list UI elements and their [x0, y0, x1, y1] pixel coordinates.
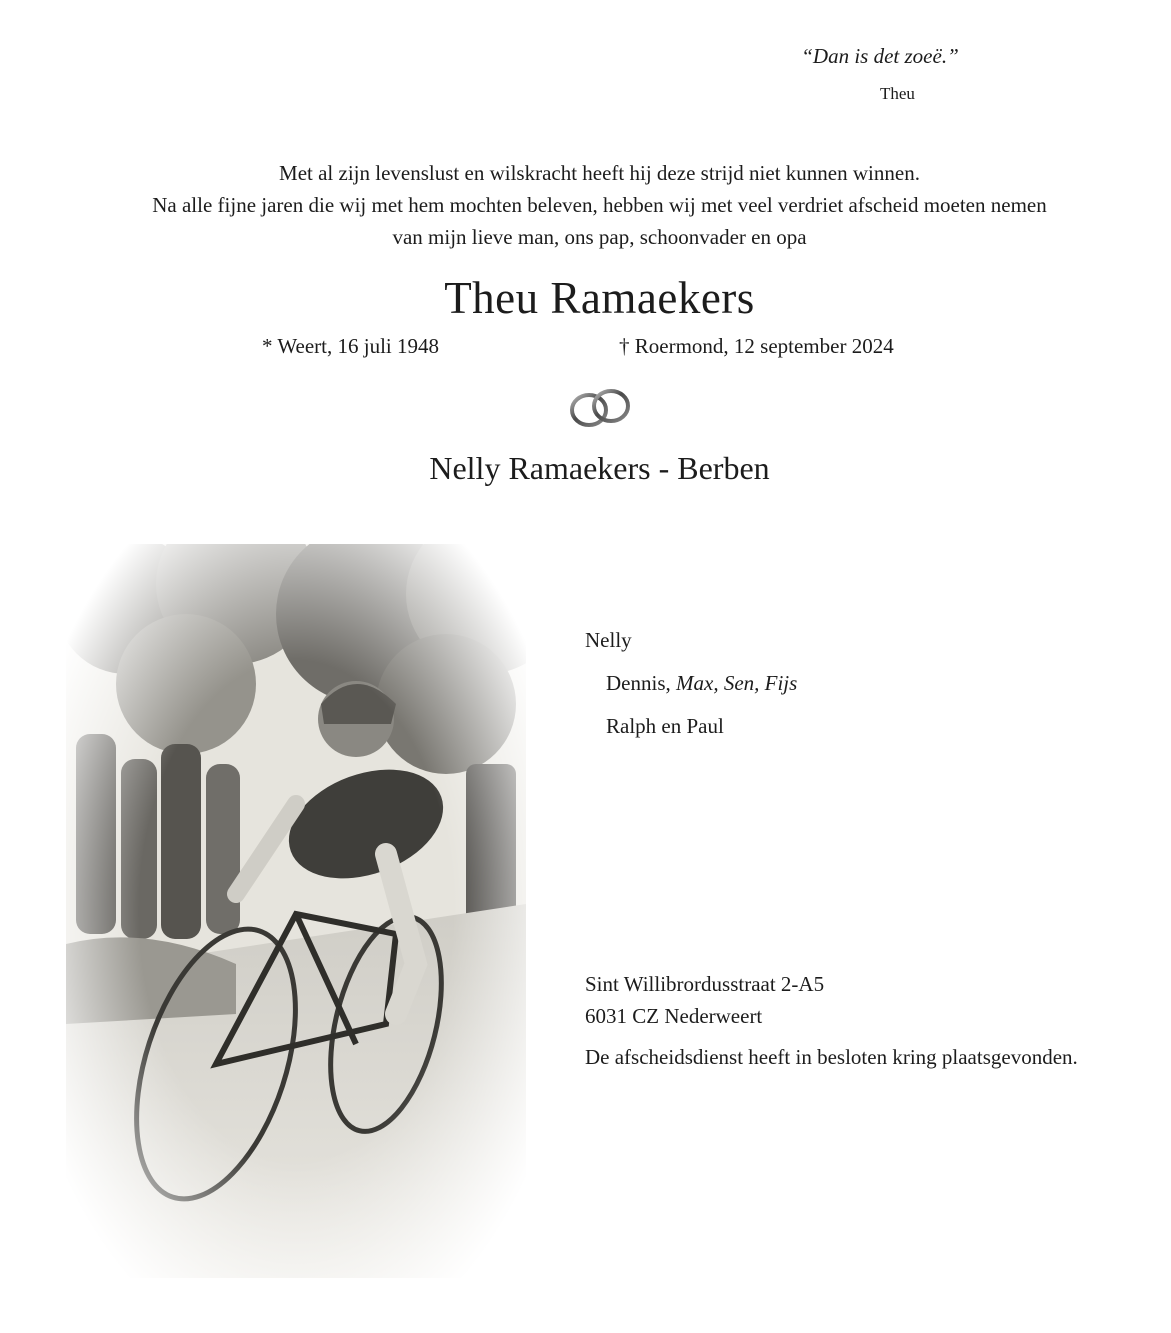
address-block [585, 968, 824, 1032]
family-member-nelly: Nelly [585, 628, 632, 652]
address-street: Sint Willibrordusstraat 2-A5 [585, 972, 825, 996]
spouse-name: Nelly Ramaekers - Berben [429, 450, 770, 486]
family-child-name: Dennis, [606, 671, 671, 695]
intro-line-2: Na alle fijne jaren die wij met hem mochten beleven, hebben wij met veel verdriet afscheid moeten nemen [152, 193, 1047, 217]
quote-author: Theu [880, 84, 915, 103]
family-member-dennis [585, 671, 797, 714]
cyclist-photo [66, 544, 526, 1278]
intro-line-1: Met al zijn levenslust en wilskracht heeft hij deze strijd niet kunnen winnen. [279, 161, 920, 185]
family-list [585, 628, 797, 757]
ceremony-note: De afscheidsdienst heeft in besloten kring plaatsgevonden. [585, 1045, 1078, 1069]
intro-line-3: van mijn lieve man, ons pap, schoonvader en opa [392, 225, 807, 249]
death-info: † Roermond, 12 september 2024 [619, 334, 894, 358]
family-member-ralph-paul: Ralph en Paul [606, 714, 724, 738]
wedding-rings-icon [566, 386, 634, 430]
quote-text: “Dan is det zoeë.” [801, 44, 959, 68]
deceased-name: Theu Ramaekers [444, 273, 755, 323]
family-grandchildren: Max, Sen, Fijs [676, 671, 798, 695]
address-city: 6031 CZ Nederweert [585, 1004, 763, 1028]
intro-text [0, 157, 1171, 253]
birth-info: * Weert, 16 juli 1948 [262, 334, 439, 358]
